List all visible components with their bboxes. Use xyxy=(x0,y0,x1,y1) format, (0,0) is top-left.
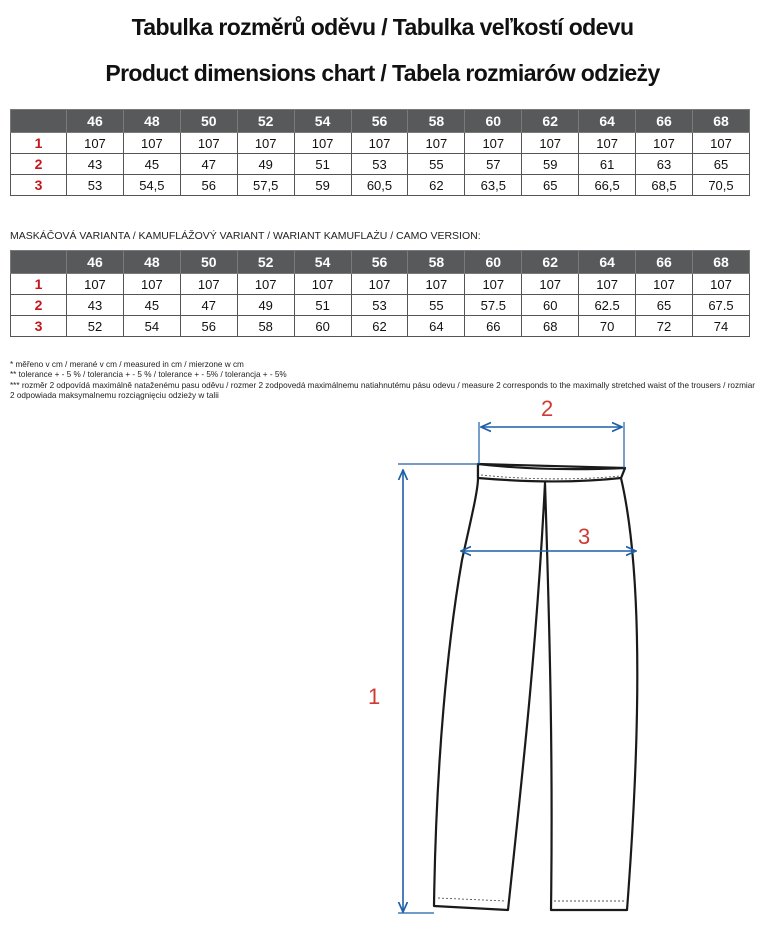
measure-value-cell: 53 xyxy=(67,175,124,196)
size-header-cell: 62 xyxy=(522,251,579,274)
measure-row-label: 1 xyxy=(11,133,67,154)
size-header-cell: 54 xyxy=(294,110,351,133)
measure-value-cell: 68,5 xyxy=(636,175,693,196)
measure-value-cell: 57 xyxy=(465,154,522,175)
measure-value-cell: 47 xyxy=(180,154,237,175)
measure-value-cell: 56 xyxy=(180,175,237,196)
size-header-cell: 58 xyxy=(408,251,465,274)
measure-value-cell: 107 xyxy=(522,133,579,154)
measure-value-cell: 62 xyxy=(408,175,465,196)
measure-value-cell: 107 xyxy=(579,133,636,154)
measure-value-cell: 59 xyxy=(522,154,579,175)
hip-label: 3 xyxy=(578,524,591,549)
measure-row-label: 2 xyxy=(11,154,67,175)
measure-value-cell: 70,5 xyxy=(692,175,749,196)
measure-value-cell: 107 xyxy=(522,274,579,295)
measure-value-cell: 65 xyxy=(692,154,749,175)
measure-value-cell: 65 xyxy=(522,175,579,196)
size-header-cell: 64 xyxy=(579,251,636,274)
length-label: 1 xyxy=(368,684,381,709)
measure-value-cell: 51 xyxy=(294,154,351,175)
measure-value-cell: 58 xyxy=(237,316,294,337)
size-header-cell: 46 xyxy=(67,110,124,133)
measure-value-cell: 107 xyxy=(408,133,465,154)
measure-value-cell: 60 xyxy=(294,316,351,337)
measure-value-cell: 107 xyxy=(67,274,124,295)
measure-value-cell: 72 xyxy=(636,316,693,337)
measure-value-cell: 45 xyxy=(123,154,180,175)
title-line-1: Tabulka rozměrů oděvu / Tabulka veľkostí odevu xyxy=(131,14,634,40)
measure-row-label: 3 xyxy=(11,316,67,337)
measure-value-cell: 62 xyxy=(351,316,408,337)
size-header-cell: 60 xyxy=(465,110,522,133)
trousers-outline xyxy=(434,464,637,910)
measure-value-cell: 63 xyxy=(636,154,693,175)
measure-value-cell: 49 xyxy=(237,295,294,316)
measure-value-cell: 107 xyxy=(692,274,749,295)
size-header-cell: 58 xyxy=(408,110,465,133)
measure-value-cell: 107 xyxy=(351,133,408,154)
measure-value-cell: 107 xyxy=(294,133,351,154)
footnote-units: * měřeno v cm / merané v cm / measured in cm / mierzone w cm xyxy=(10,360,244,369)
measure-value-cell: 66 xyxy=(465,316,522,337)
measure-value-cell: 52 xyxy=(67,316,124,337)
size-header-cell: 60 xyxy=(465,251,522,274)
measure-value-cell: 59 xyxy=(294,175,351,196)
size-header-cell: 66 xyxy=(636,251,693,274)
size-header-cell: 48 xyxy=(123,251,180,274)
measure-row-label: 3 xyxy=(11,175,67,196)
measure-row-label: 2 xyxy=(11,295,67,316)
size-header-cell: 50 xyxy=(180,110,237,133)
measure-value-cell: 51 xyxy=(294,295,351,316)
measure-value-cell: 61 xyxy=(579,154,636,175)
measure-value-cell: 107 xyxy=(180,274,237,295)
size-header-cell: 54 xyxy=(294,251,351,274)
measure-value-cell: 53 xyxy=(351,295,408,316)
size-header-cell: 52 xyxy=(237,110,294,133)
measure-value-cell: 55 xyxy=(408,295,465,316)
measure-value-cell: 107 xyxy=(692,133,749,154)
measure-value-cell: 47 xyxy=(180,295,237,316)
measure-value-cell: 54,5 xyxy=(123,175,180,196)
measure-value-cell: 107 xyxy=(237,274,294,295)
measure-value-cell: 107 xyxy=(351,274,408,295)
measure-value-cell: 74 xyxy=(692,316,749,337)
measure-value-cell: 107 xyxy=(636,274,693,295)
size-header-cell: 68 xyxy=(692,251,749,274)
measure-value-cell: 53 xyxy=(351,154,408,175)
footnote-waist: *** rozměr 2 odpovídá maximálně nataženému pasu oděvu / rozmer 2 zodpovedá maximálnemu natiahnutému pásu odevu / measure 2 corresponds to the maximally stretched waist of the trousers / rozmiar 2 odpowiada maksymalnemu rozciągnięciu odzieży w talii xyxy=(10,380,755,400)
measure-row-label: 1 xyxy=(11,274,67,295)
measure-value-cell: 107 xyxy=(67,133,124,154)
measure-value-cell: 60 xyxy=(522,295,579,316)
measure-value-cell: 66,5 xyxy=(579,175,636,196)
size-header-cell: 66 xyxy=(636,110,693,133)
measure-value-cell: 45 xyxy=(123,295,180,316)
size-header-cell: 50 xyxy=(180,251,237,274)
waist-label: 2 xyxy=(541,396,554,421)
camo-version-label: MASKÁČOVÁ VARIANTA / KAMUFLÁŽOVÝ VARIANT / WARIANT KAMUFLAŻU / CAMO VERSION: xyxy=(10,230,481,242)
size-header-cell: 52 xyxy=(237,251,294,274)
measure-value-cell: 57,5 xyxy=(237,175,294,196)
measure-value-cell: 60,5 xyxy=(351,175,408,196)
measure-value-cell: 43 xyxy=(67,154,124,175)
measure-value-cell: 63,5 xyxy=(465,175,522,196)
measure-value-cell: 107 xyxy=(123,133,180,154)
size-header-cell: 48 xyxy=(123,110,180,133)
measure-value-cell: 107 xyxy=(123,274,180,295)
measure-value-cell: 107 xyxy=(180,133,237,154)
measure-value-cell: 65 xyxy=(636,295,693,316)
size-header-cell: 56 xyxy=(351,110,408,133)
measure-value-cell: 55 xyxy=(408,154,465,175)
size-header-cell: 64 xyxy=(579,110,636,133)
footnote-tolerance: ** tolerance + - 5 % / tolerancia + - 5 % / tolerance + - 5% / tolerancja + - 5% xyxy=(10,370,287,380)
measure-value-cell: 107 xyxy=(579,274,636,295)
size-header-cell: 56 xyxy=(351,251,408,274)
measure-value-cell: 49 xyxy=(237,154,294,175)
title-line-2: Product dimensions chart / Tabela rozmiarów odzieży xyxy=(105,60,660,86)
measure-value-cell: 70 xyxy=(579,316,636,337)
measure-value-cell: 43 xyxy=(67,295,124,316)
measure-value-cell: 62.5 xyxy=(579,295,636,316)
measure-value-cell: 57.5 xyxy=(465,295,522,316)
measure-value-cell: 107 xyxy=(237,133,294,154)
measure-value-cell: 107 xyxy=(408,274,465,295)
measure-value-cell: 107 xyxy=(294,274,351,295)
measure-value-cell: 64 xyxy=(408,316,465,337)
measure-value-cell: 56 xyxy=(180,316,237,337)
size-header-cell: 62 xyxy=(522,110,579,133)
measure-value-cell: 68 xyxy=(522,316,579,337)
measure-value-cell: 67.5 xyxy=(692,295,749,316)
measure-value-cell: 54 xyxy=(123,316,180,337)
size-header-cell: 68 xyxy=(692,110,749,133)
measure-value-cell: 107 xyxy=(465,274,522,295)
size-header-cell: 46 xyxy=(67,251,124,274)
measure-value-cell: 107 xyxy=(636,133,693,154)
measure-value-cell: 107 xyxy=(465,133,522,154)
